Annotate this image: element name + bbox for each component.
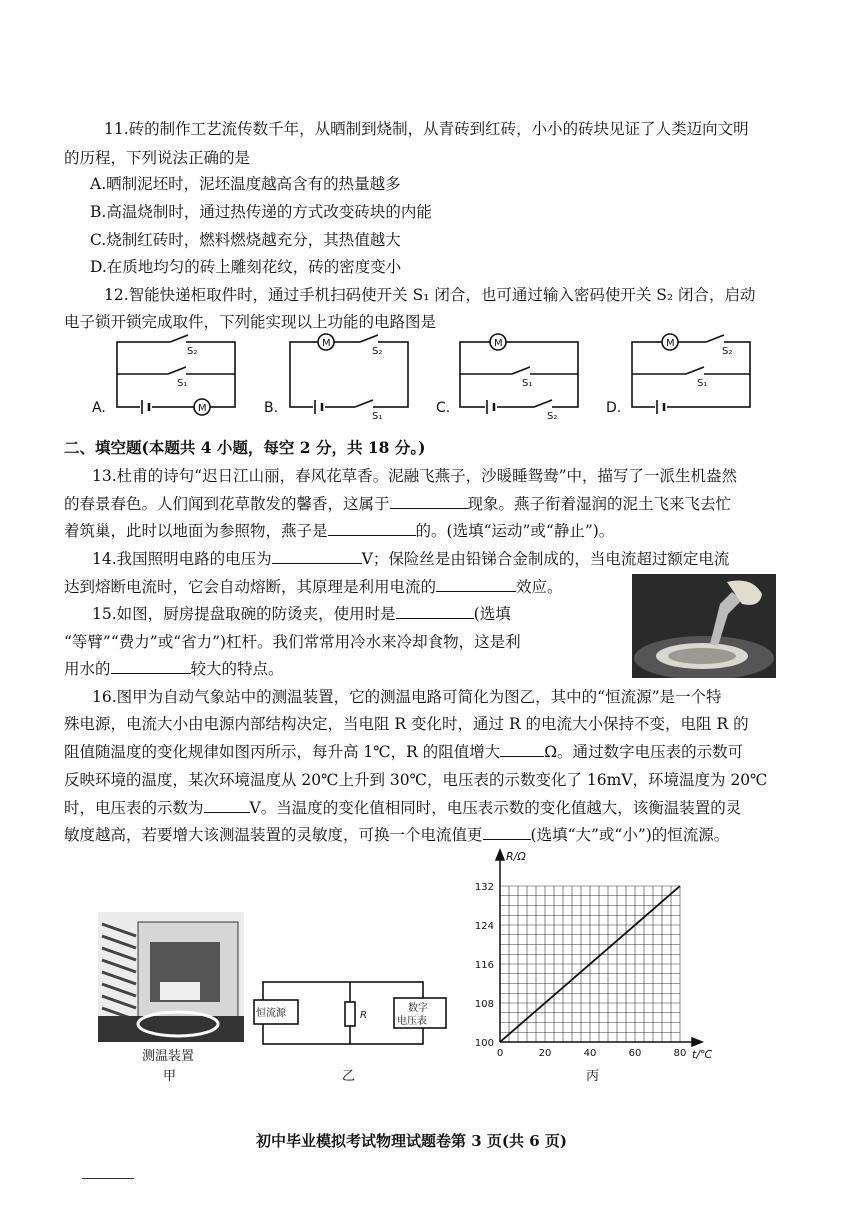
q13-line1: 13.杜甫的诗句“迟日江山丽，春风花草香。泥融飞燕子，沙暖睡鸳鸯”中，描写了一派生机盎然 <box>92 467 738 485</box>
weather-station-photo <box>98 912 244 1042</box>
q16-line1: 16.图甲为自动气象站中的测温装置，它的测温电路可简化为图乙，其中的“恒流源”是一个特 <box>92 688 722 706</box>
q12-stem-line1: 12.智能快递柜取件时，通过手机扫码使开关 S₁ 闭合，也可通过输入密码使开关 S₂ 闭合，启动 <box>104 286 756 304</box>
q16-line3: 阻值随温度的变化规律如图丙所示，每升高 1℃，R 的阻值增大 Ω。通过数字电压表的示数可 <box>64 743 744 761</box>
source-label: 恒流源 <box>256 1008 286 1019</box>
q11-stem-line1: 11.砖的制作工艺流传数千年，从晒制到烧制，从青砖到红砖，小小的砖块见证了人类迈向文明 <box>104 120 749 138</box>
c-s2-label: S₂ <box>547 411 558 422</box>
b-s2-label: S₂ <box>372 346 383 357</box>
circuit-b <box>290 334 408 414</box>
c-motor-label: M <box>494 338 503 349</box>
q16-line5: 时，电压表的示数为 V。当温度的变化值相同时，电压表示数的变化值越大，该衡温装置的灵 <box>64 799 742 817</box>
section-title: 二、填空题(本题共 4 小题，每空 2 分，共 18 分。) <box>64 438 426 457</box>
x-axis-label: t/℃ <box>692 1048 713 1061</box>
d-s2-label: S₂ <box>722 346 733 357</box>
meter-label-2: 电压表 <box>397 1016 427 1027</box>
constant-current-circuit <box>248 970 448 1050</box>
y-tick-label: 124 <box>474 921 494 932</box>
a-motor-label: M <box>198 403 207 414</box>
x-tick-label: 0 <box>496 1048 504 1059</box>
y-tick-label: 108 <box>474 999 494 1010</box>
option-c-label: C. <box>436 400 451 416</box>
option-a-label: A. <box>92 400 106 416</box>
q12-stem-line2: 电子锁开锁完成取件，下列能实现以上功能的电路图是 <box>64 313 437 331</box>
x-tick-label: 80 <box>673 1048 687 1059</box>
x-tick-label: 60 <box>628 1048 642 1059</box>
q15-line3: 用水的 较大的特点。 <box>64 660 284 678</box>
q16-line2: 殊电源，电流大小由电源内部结构决定，当电阻 R 变化时，通过 R 的电流大小保持不变，电阻 R 的 <box>64 715 749 733</box>
x-tick-label: 40 <box>583 1048 597 1059</box>
q16-line4: 反映环境的温度，某次环境温度从 20℃上升到 30℃，电压表的示数变化了 16mV，环境温度为 20℃ <box>64 771 768 789</box>
q11-option-d: D.在质地均匀的砖上雕刻花纹，砖的密度变小 <box>90 258 402 276</box>
q11-option-b: B.高温烧制时，通过热传递的方式改变砖块的内能 <box>90 203 432 221</box>
y-axis-arrow <box>496 850 504 860</box>
x-axis-arrow <box>692 1038 702 1046</box>
q11-stem-line2: 的历程，下列说法正确的是 <box>64 149 251 167</box>
y-tick-label: 100 <box>474 1038 494 1049</box>
bottom-rule <box>82 1178 134 1179</box>
d-s1-label: S₁ <box>697 378 708 389</box>
fig-jia-label: 甲 <box>163 1069 177 1084</box>
q13-line2: 的春景春色。人们闻到花草散发的馨香，这属于 现象。燕子衔着湿润的泥土飞来飞去忙 <box>64 495 732 513</box>
q14-line2: 达到熔断电流时，它会自动熔断，其原理是利用电流的 效应。 <box>64 578 563 596</box>
option-d-label: D. <box>606 400 622 416</box>
q15-line1: 15.如图，厨房提盘取碗的防烫夹，使用时是 (选填 <box>92 605 511 623</box>
resistance-temperature-chart <box>450 846 730 1086</box>
oven-clip-photo <box>632 574 776 678</box>
q16-line6: 敏度越高，若要增大该测温装置的灵敏度，可换一个电流值更 (选填“大”或“小”)的恒流源。 <box>64 826 730 844</box>
fig-yi-label: 乙 <box>342 1069 356 1084</box>
fig-jia-caption: 测温装置 <box>142 1049 195 1064</box>
fig-bing-label: 丙 <box>586 1069 600 1084</box>
resistor-label: R <box>360 1010 367 1021</box>
q12-circuit-diagrams <box>0 330 860 425</box>
circuit-c <box>460 334 578 414</box>
b-s1-label: S₁ <box>372 411 383 422</box>
q11-option-a: A.晒制泥坯时，泥坯温度越高含有的热量越多 <box>90 175 401 193</box>
meter-label-1: 数字 <box>408 1003 428 1014</box>
x-tick-label: 20 <box>538 1048 552 1059</box>
circuit-a <box>117 335 235 415</box>
d-motor-label: M <box>666 338 675 349</box>
y-tick-label: 116 <box>474 960 494 971</box>
y-axis-label: R/Ω <box>506 850 526 863</box>
q13-line3: 着筑巢，此时以地面为参照物，燕子是 的。(选填“运动”或“静止”)。 <box>64 522 615 540</box>
a-s1-label: S₁ <box>177 378 188 389</box>
q15-line2: “等臂”“费力”或“省力”)杠杆。我们常常用冷水来冷却食物，这是利 <box>64 633 521 651</box>
a-s2-label: S₂ <box>187 346 198 357</box>
c-s1-label: S₁ <box>522 378 533 389</box>
page-footer: 初中毕业模拟考试物理试题卷第 3 页(共 6 页) <box>256 1132 567 1150</box>
y-tick-label: 132 <box>474 882 494 893</box>
q11-option-c: C.烧制红砖时，燃料燃烧越充分，其热值越大 <box>90 231 401 249</box>
option-b-label: B. <box>264 400 279 416</box>
b-motor-label: M <box>322 338 331 349</box>
q14-line1: 14.我国照明电路的电压为 V；保险丝是由铅锑合金制成的，当电流超过额定电流 <box>92 550 730 568</box>
